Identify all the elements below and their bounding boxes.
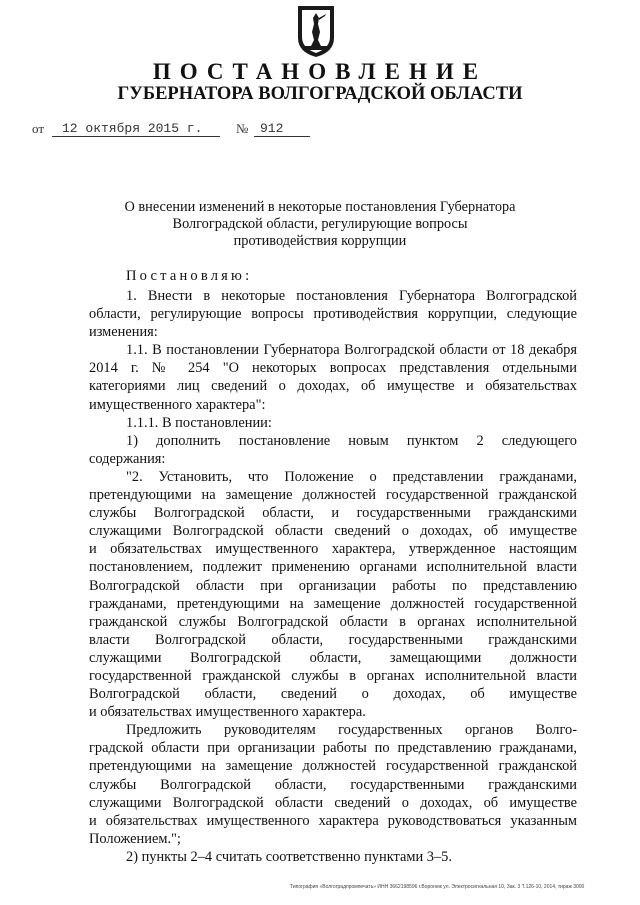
date-label: от <box>32 121 45 136</box>
body-line: 2014 г. № 254 "О некоторых вопросах представления отдельными <box>89 360 577 377</box>
body-line: и обязательствах имущественного характера руководствоваться указанным <box>89 812 577 829</box>
subject-line: противодействия коррупции <box>233 233 407 249</box>
body-line: службы Волгоградской области, и государственными гражданскими <box>89 505 577 522</box>
body-line: категориями лиц сведений о доходах, об имуществе и обязательствах <box>89 378 577 395</box>
body-line: Волгоградской области при организации работы по представлению <box>89 577 577 594</box>
preamble: Постановляю: <box>126 268 253 284</box>
body-line: власти Волгоградской области, государственными гражданскими <box>89 631 577 648</box>
body-line: постановлением, подлежит применению органами исполнительной власти <box>89 559 577 576</box>
body-line: служащими Волгоградской области, замещающими должности <box>89 649 577 666</box>
body-line: Волгоградской области, сведений о доходах, об имуществе <box>89 686 577 703</box>
body-line: службы Волгоградской области, государственными гражданскими <box>89 776 577 793</box>
body-line: Предложить руководителям государственных органов Волго- <box>126 722 577 739</box>
body-line: 2) пункты 2–4 считать соответственно пунктами 3–5. <box>126 848 452 865</box>
document-body <box>89 287 577 866</box>
body-line: 1.1.1. В постановлении: <box>126 414 272 431</box>
body-line: имущественного характера": <box>89 396 266 413</box>
body-line: претендующими на замещение должностей государственной гражданской <box>89 758 577 775</box>
body-line: и обязательствах имущественного характера, утвержденное настоящим <box>89 541 577 558</box>
document-meta <box>32 121 332 141</box>
body-line: гражданской службы Волгоградской области в органах исполнительной <box>89 613 577 630</box>
document-subject <box>100 199 540 250</box>
document-date: 12 октября 2015 г. <box>52 121 220 137</box>
body-line: области, регулирующие вопросы противодействия коррупции, следующие <box>89 306 577 323</box>
subject-line: О внесении изменений в некоторые постановления Губернатора <box>124 199 516 215</box>
body-line: служащими Волгоградской области сведений о доходах, об имуществе <box>89 794 577 811</box>
body-line: гражданами, претендующими на замещение должностей государственной <box>89 595 577 612</box>
body-line: содержания: <box>89 450 166 467</box>
number-label: № <box>236 121 249 136</box>
body-line: Положением."; <box>89 830 181 847</box>
document-number: 912 <box>254 121 310 137</box>
body-line: служащими Волгоградской области сведений о доходах, об имуществе <box>89 523 577 540</box>
printer-footer: Типография «Волгоградпромпечать» ИНН 3662198596 г.Воронеж ул. Электросигнальная 10, Зак. 3 Т.126-10, 2014, тираж 3000 <box>290 884 585 890</box>
body-line: 1. Внести в некоторые постановления Губернатора Волгоградской <box>126 288 577 304</box>
body-line: и обязательствах имущественного характера. <box>89 704 366 721</box>
body-line: претендующими на замещение должностей государственной гражданской <box>89 487 577 504</box>
body-line: градской области при организации работы по представлению гражданами, <box>89 740 577 757</box>
body-line: изменения: <box>89 324 158 341</box>
body-line: 1) дополнить постановление новым пунктом 2 следующего <box>126 432 577 449</box>
body-line: государственной гражданской службы в органах исполнительной власти <box>89 667 577 684</box>
body-line: "2. Установить, что Положение о представлении гражданами, <box>126 468 577 485</box>
issuer-title: ГУБЕРНАТОРА ВОЛГОГРАДСКОЙ ОБЛАСТИ <box>117 84 523 104</box>
coat-of-arms-icon <box>296 4 336 58</box>
body-line: 1.1. В постановлении Губернатора Волгоградской области от 18 декабря <box>126 342 577 359</box>
subject-line: Волгоградской области, регулирующие вопросы <box>172 216 468 232</box>
document-type-title: ПОСТАНОВЛЕНИЕ <box>152 59 488 84</box>
